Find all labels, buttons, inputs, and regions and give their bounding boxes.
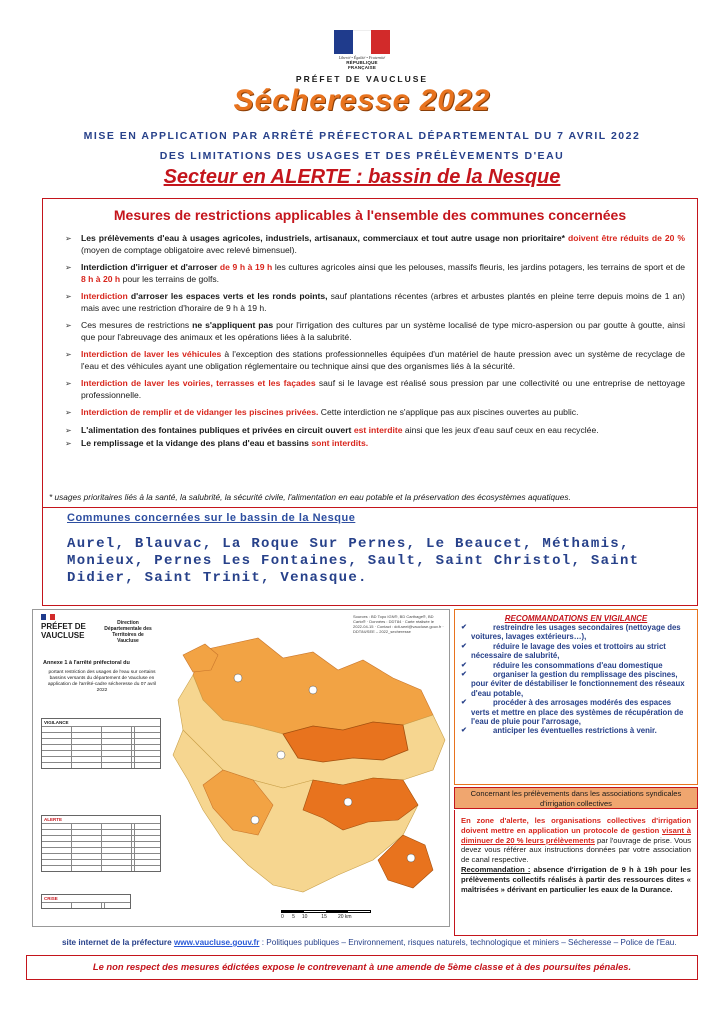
- penalty-warning: Le non respect des mesures édictées expose le contrevenant à une amende de 5ème classe et à des poursuites pénales.: [26, 955, 698, 980]
- scale-label: 0 5 10 15 20 km: [281, 914, 352, 920]
- arrow-bullet-icon: ➢: [65, 379, 72, 388]
- irrigation-banner: Concernant les prélèvements dans les associations syndicales d'irrigation collectives: [454, 787, 698, 809]
- alerte-irrigation-box: En zone d'alerte, les organisations collectives d'irrigation doivent mettre en application un protocole de gestion visant à diminuer de 20 % leurs prélèvements par l'ouvrage de prise. Vous devez vous référer aux instructions données par votre association de canal respective. Recommandation : absence d'irrigation de 9 h à 19h pour les prélèvements collectifs réalisés à partir des ressources dites « maîtrisées » dérivant en particulier les eaux de la Durance.: [454, 810, 698, 936]
- tricolor-flag-icon: [41, 614, 55, 620]
- check-bullet-icon: ✔: [461, 624, 467, 631]
- list-item: ➢ Interdiction de laver les véhicules à l'exception des stations professionnelles équipées d'un matériel de haute pression avec un système de recyclage de l'eau et des véhicules ayant une obligation réglementaire ou technique ainsi que des organismes liés à la sécurité.: [65, 349, 685, 371]
- list-item: ➢ Interdiction de remplir et de vidanger les piscines privées. Cette interdiction ne s'applique pas aux piscines ouvertes au public.: [65, 407, 579, 417]
- alerte-table-caption: ALERTE: [44, 817, 62, 822]
- crise-table: [41, 894, 131, 909]
- republic-motto: Liberté • Égalité • Fraternité: [338, 55, 386, 60]
- arrow-bullet-icon: ➢: [65, 263, 72, 272]
- map-header: [41, 614, 101, 640]
- map-direction-label: Direction Départementale des Territoires de Vaucluse: [104, 620, 152, 644]
- arrow-bullet-icon: ➢: [65, 234, 72, 243]
- zone-marker: [407, 854, 415, 862]
- list-item: ✔ restreindre les usages secondaires (nettoyage des voitures, lavages extérieurs…),: [461, 623, 681, 642]
- list-item: ➢ Interdiction d'arroser les espaces verts et les ronds points, sauf plantations récentes (arbres et arbustes plantés en pleine terre depuis moins de 1 an) mais avec une restriction d'horaire de 9 h à 19 h.: [65, 291, 685, 313]
- tricolor-flag-icon: [334, 30, 390, 54]
- list-item: ➢ Le remplissage et la vidange des plans d'eau et bassins sont interdits.: [65, 438, 369, 448]
- vigilance-table: [41, 718, 161, 769]
- prefecture-website-link[interactable]: www.vaucluse.gouv.fr: [173, 938, 260, 947]
- secteur-heading: Secteur en ALERTE : bassin de la Nesque: [163, 166, 561, 188]
- marianne-logo: [334, 30, 390, 70]
- check-bullet-icon: ✔: [461, 661, 467, 669]
- table-row: [42, 762, 160, 768]
- priority-uses-note: * usages prioritaires liés à la santé, la salubrité, la sécurité civile, l'alimentation en eau potable et la préservation des écosystèmes aquatiques.: [49, 492, 571, 502]
- alerte-table: [41, 815, 161, 872]
- arrow-bullet-icon: ➢: [65, 425, 72, 435]
- communes-list: Aurel, Blauvac, La Roque Sur Pernes, Le Beaucet, Méthamis, Monieux, Pernes Les Fontaines, Sault, Saint Christol, Saint Didier, Saint Trinit, Venasque.: [67, 536, 640, 586]
- table-row: [42, 865, 160, 871]
- subtitle: [0, 126, 724, 166]
- map-arrete: portant restriction des usages de l'eau sur certains bassins versants du département de Vaucluse en application de l'arrêté-cadre sécheresse du 07 avril 2022: [47, 670, 157, 693]
- arrow-bullet-icon: ➢: [65, 350, 72, 359]
- vaucluse-map: [163, 630, 448, 910]
- zone-marker: [309, 686, 317, 694]
- map-scale: [281, 910, 371, 920]
- map-reference: Sources : BD Topo IGN®, BD Carthage®, BD Carto® · Données : DDT84 · Carte réalisée le 2022-04-15 · Contact : ddt-seel@vaucluse.gouv.fr · DDT84/SEE – 2022_secheresse: [353, 614, 444, 634]
- arrow-bullet-icon: ➢: [65, 321, 72, 330]
- zone-marker: [344, 798, 352, 806]
- check-bullet-icon: ✔: [461, 642, 467, 650]
- subtitle-line-2: DES LIMITATIONS DES USAGES ET DES PRÉLÈVEMENTS D'EAU: [159, 150, 565, 162]
- restrictions-list: [65, 233, 685, 450]
- list-item: ➢ Interdiction d'irriguer et d'arroser de 9 h à 19 h les cultures agricoles ainsi que les pelouses, massifs fleuris, les jardins potagers, les terrains de sport et de 8 h à 20 h pour les terrains de golfs.: [65, 262, 685, 284]
- communes-box: [42, 508, 698, 606]
- list-item: ➢ Interdiction de laver les voiries, terrasses et les façades sauf si le lavage est réalisé sous pression par une collectivité ou une entreprise de nettoyage professionnelle.: [65, 378, 685, 400]
- zone-marker: [251, 816, 259, 824]
- arrow-bullet-icon: ➢: [65, 439, 72, 448]
- list-item: ✔ réduire les consommations d'eau domestique: [461, 660, 663, 670]
- page-title: Sécheresse 2022: [233, 84, 491, 117]
- communes-heading: Communes concernées sur le bassin de la Nesque: [67, 512, 356, 524]
- map-panel: [32, 609, 450, 927]
- recommandations-box: [454, 609, 698, 785]
- zone-marker: [234, 674, 242, 682]
- list-item: ✔ anticiper les éventuelles restrictions à venir.: [461, 726, 657, 736]
- check-bullet-icon: ✔: [461, 699, 467, 707]
- check-bullet-icon: ✔: [461, 671, 467, 679]
- scale-bar: [281, 910, 371, 913]
- restrictions-box: [42, 198, 698, 508]
- zone-marker: [277, 751, 285, 759]
- prefet-label: PRÉFET DE VAUCLUSE: [295, 74, 429, 84]
- map-prefet-label: PRÉFET DE VAUCLUSE: [41, 622, 86, 640]
- subtitle-line-1: MISE EN APPLICATION PAR ARRÊTÉ PRÉFECTORAL DÉPARTEMENTAL DU 7 AVRIL 2022: [83, 130, 641, 142]
- list-item: ➢ Les prélèvements d'eau à usages agricoles, industriels, artisanaux, commerciaux et tout autre usage non prioritaire* doivent être réduits de 20 % (moyen de comptage obligatoire avec relevé bimensuel).: [65, 233, 686, 255]
- list-item: ➢ Ces mesures de restrictions ne s'appliquent pas pour l'irrigation des cultures par un système localisé de type micro-aspersion ou par goutte à goutte, ainsi que pour l'abreuvage des animaux et les opérations liées à la salubrité.: [65, 320, 686, 342]
- list-item: ✔ procéder à des arrosages modérés des espaces verts et mettre en place des systèmes de récupération de l'eau de pluie pour l'arrosage,: [461, 698, 684, 727]
- list-item: ✔ réduire le lavage des voies et trottoirs au strict nécessaire de salubrité,: [461, 641, 666, 661]
- table-row: [42, 902, 130, 908]
- vigilance-table-caption: VIGILANCE: [44, 720, 69, 725]
- list-item: ➢ L'alimentation des fontaines publiques et privées en circuit ouvert est interdite ainsi que les jeux d'eau sauf ceux en eau recyclée.: [65, 424, 599, 435]
- list-item: ✔ organiser la gestion du remplissage des piscines, pour éviter de déstabiliser le fonctionnement des réseaux d'eau potable,: [461, 670, 685, 698]
- prefecture-site-line: site internet de la préfecture www.vaucluse.gouv.fr : Politiques publiques – Environnement, risques naturels, technologique et miniers – Sécheresse – Police de l'Eau.: [62, 938, 677, 947]
- map-annexe: Annexe 1 à l'arrêté préfectoral du: [43, 660, 130, 666]
- crise-table-caption: CRISE: [44, 896, 58, 901]
- check-bullet-icon: ✔: [461, 727, 467, 735]
- restrictions-heading: Mesures de restrictions applicables à l'ensemble des communes concernées: [113, 207, 627, 223]
- republique-label: RÉPUBLIQUE FRANÇAISE: [346, 60, 378, 70]
- arrow-bullet-icon: ➢: [65, 292, 72, 301]
- recommandations-heading: RECOMMANDATIONS EN VIGILANCE: [504, 614, 648, 623]
- arrow-bullet-icon: ➢: [65, 408, 72, 417]
